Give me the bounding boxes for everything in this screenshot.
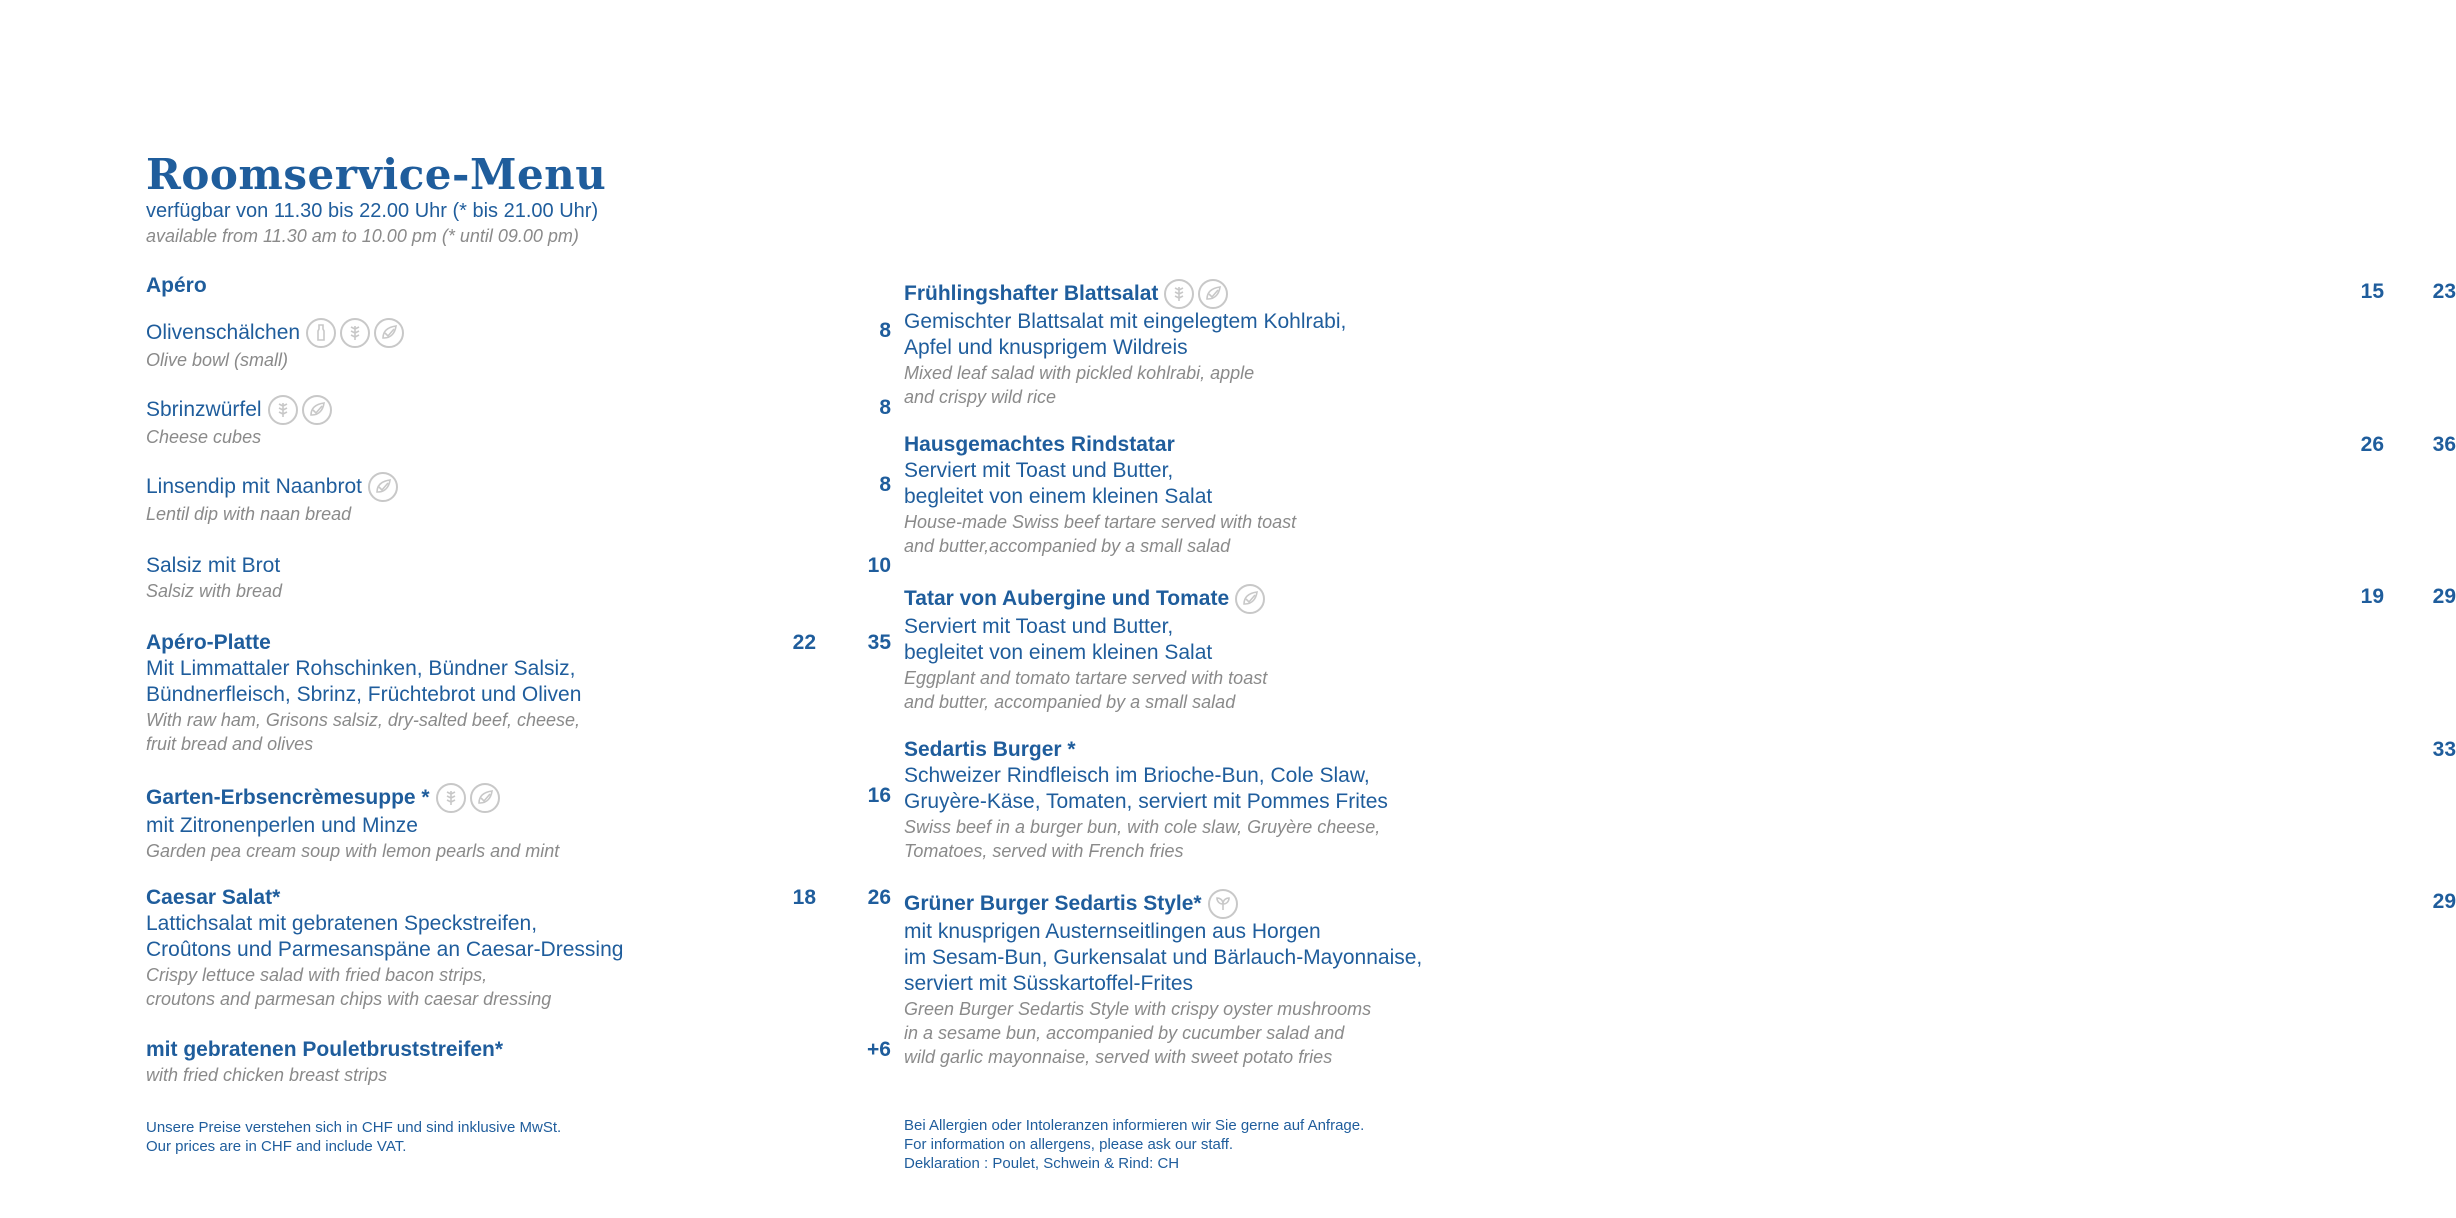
item-price-small: 15 bbox=[2360, 280, 2384, 303]
item-desc-line: mit Zitronenperlen und Minze bbox=[146, 814, 418, 837]
item-desc-line: Lattichsalat mit gebratenen Speckstreifen, bbox=[146, 912, 538, 935]
item-english-line: fruit bread and olives bbox=[146, 734, 314, 754]
item-price-large: 29 bbox=[2432, 585, 2456, 608]
item-price: 10 bbox=[867, 554, 891, 577]
item-desc-line: Croûtons und Parmesanspäne an Caesar-Dressing bbox=[146, 938, 624, 961]
item-desc-line: Serviert mit Toast und Butter, bbox=[904, 459, 1174, 482]
item-name: Salsiz mit Brot bbox=[146, 554, 281, 577]
item-desc-line: Apfel und knusprigem Wildreis bbox=[904, 336, 1188, 359]
menu-item-gruener-burger bbox=[904, 889, 2456, 1069]
item-name: mit gebratenen Pouletbruststreifen* bbox=[146, 1038, 504, 1061]
item-desc-line: serviert mit Süsskartoffel-Frites bbox=[904, 972, 1194, 995]
section-heading-apero: Apéro bbox=[146, 274, 207, 297]
item-english: Olive bowl (small) bbox=[146, 350, 289, 370]
item-name: Grüner Burger Sedartis Style* bbox=[904, 892, 1202, 915]
item-english-line: and butter, accompanied by a small salad bbox=[904, 692, 1236, 712]
menu-item-sbrinzwuerfel bbox=[146, 395, 891, 449]
item-price: 16 bbox=[867, 784, 891, 807]
footer-line: Bei Allergien oder Intoleranzen informieren wir Sie gerne auf Anfrage. bbox=[904, 1117, 1365, 1134]
item-desc-line: mit knusprigen Austernseitlingen aus Horgen bbox=[904, 920, 1321, 943]
item-english-line: croutons and parmesan chips with caesar dressing bbox=[146, 989, 552, 1009]
leaf-check-icon bbox=[1198, 279, 1228, 309]
leaf-check-icon bbox=[470, 783, 500, 813]
menu-item-tatar-aubergine bbox=[904, 584, 2456, 714]
item-english-line: House-made Swiss beef tartare served with toast bbox=[904, 512, 1297, 532]
menu-item-pouletbruststreifen bbox=[146, 1037, 891, 1087]
leaf-check-icon bbox=[368, 472, 398, 502]
menu-item-blattsalat bbox=[904, 279, 2456, 409]
item-price: 8 bbox=[879, 473, 891, 496]
item-english: Salsiz with bread bbox=[146, 581, 283, 601]
menu-item-sedartis-burger bbox=[904, 737, 2456, 863]
menu-item-linsendip bbox=[146, 472, 891, 526]
item-price-small: 22 bbox=[792, 631, 816, 654]
bottle-icon bbox=[306, 318, 336, 348]
item-name: Tatar von Aubergine und Tomate bbox=[904, 587, 1230, 610]
footer-line: Our prices are in CHF and include VAT. bbox=[146, 1138, 407, 1155]
item-desc-line: Schweizer Rindfleisch im Brioche-Bun, Cole Slaw, bbox=[904, 764, 1370, 787]
page-title: Roomservice-Menu bbox=[146, 150, 607, 199]
item-english-line: Green Burger Sedartis Style with crispy oyster mushrooms bbox=[904, 999, 1372, 1019]
availability-de: verfügbar von 11.30 bis 22.00 Uhr (* bis 21.00 Uhr) bbox=[146, 200, 599, 222]
item-price-small: 19 bbox=[2360, 585, 2384, 608]
item-price-large: 26 bbox=[867, 886, 891, 909]
item-english: Cheese cubes bbox=[146, 427, 262, 447]
grain-icon bbox=[268, 395, 298, 425]
grain-icon bbox=[340, 318, 370, 348]
item-desc-line: Serviert mit Toast und Butter, bbox=[904, 615, 1174, 638]
item-price-small: 18 bbox=[792, 886, 816, 909]
item-desc-line: im Sesam-Bun, Gurkensalat und Bärlauch-Mayonnaise, bbox=[904, 946, 1423, 969]
availability-en: available from 11.30 am to 10.00 pm (* until 09.00 pm) bbox=[146, 226, 579, 246]
vegan-leaf-icon bbox=[1208, 889, 1238, 919]
leaf-check-icon bbox=[302, 395, 332, 425]
menu-item-salsiz bbox=[146, 553, 891, 603]
item-english-line: With raw ham, Grisons salsiz, dry-salted beef, cheese, bbox=[146, 710, 581, 730]
item-english-line: Tomatoes, served with French fries bbox=[904, 841, 1184, 861]
item-name: Sbrinzwürfel bbox=[146, 398, 262, 421]
leaf-check-icon bbox=[1235, 584, 1265, 614]
item-price: 29 bbox=[2432, 890, 2456, 913]
leaf-check-icon bbox=[374, 318, 404, 348]
item-name: Garten-Erbsencrèmesuppe * bbox=[146, 786, 430, 809]
item-name: Olivenschälchen bbox=[146, 321, 301, 344]
item-english-line: Eggplant and tomato tartare served with toast bbox=[904, 668, 1268, 688]
item-english-line: wild garlic mayonnaise, served with sweet potato fries bbox=[904, 1047, 1333, 1067]
item-english-line: Swiss beef in a burger bun, with cole slaw, Gruyère cheese, bbox=[904, 817, 1381, 837]
footer-line: For information on allergens, please ask our staff. bbox=[904, 1136, 1234, 1153]
item-price-small: 26 bbox=[2360, 433, 2384, 456]
item-name: Linsendip mit Naanbrot bbox=[146, 475, 362, 498]
item-name: Caesar Salat* bbox=[146, 886, 281, 909]
item-price: 33 bbox=[2432, 738, 2456, 761]
item-price: 8 bbox=[879, 396, 891, 419]
item-english: Lentil dip with naan bread bbox=[146, 504, 352, 524]
item-price-large: 23 bbox=[2432, 280, 2456, 303]
item-desc-line: Mit Limmattaler Rohschinken, Bündner Salsiz, bbox=[146, 657, 576, 680]
item-english-line: in a sesame bun, accompanied by cucumber salad and bbox=[904, 1023, 1345, 1043]
item-price: +6 bbox=[867, 1038, 891, 1061]
menu-item-rindstatar bbox=[904, 432, 2456, 558]
item-desc-line: begleitet von einem kleinen Salat bbox=[904, 641, 1213, 664]
item-english-line: Crispy lettuce salad with fried bacon strips, bbox=[146, 965, 488, 985]
item-english-line: and crispy wild rice bbox=[904, 387, 1057, 407]
menu-item-apero-platte bbox=[146, 630, 891, 756]
item-english-line: with fried chicken breast strips bbox=[146, 1065, 388, 1085]
item-price: 8 bbox=[879, 319, 891, 342]
item-name: Hausgemachtes Rindstatar bbox=[904, 433, 1175, 456]
footer-prices bbox=[146, 1118, 561, 1156]
grain-icon bbox=[436, 783, 466, 813]
menu-item-caesar-salat bbox=[146, 885, 891, 1011]
item-name: Frühlingshafter Blattsalat bbox=[904, 282, 1159, 305]
menu-item-erbsensuppe bbox=[146, 783, 891, 863]
item-name: Apéro-Platte bbox=[146, 631, 271, 654]
item-price-large: 36 bbox=[2432, 433, 2456, 456]
menu-item-olivenschaelchen bbox=[146, 318, 891, 372]
item-name: Sedartis Burger * bbox=[904, 738, 1076, 761]
item-price-large: 35 bbox=[867, 631, 891, 654]
item-english-line: Garden pea cream soup with lemon pearls and mint bbox=[146, 841, 560, 861]
grain-icon bbox=[1164, 279, 1194, 309]
item-desc-line: Bündnerfleisch, Sbrinz, Früchtebrot und Oliven bbox=[146, 683, 582, 706]
item-desc-line: begleitet von einem kleinen Salat bbox=[904, 485, 1213, 508]
item-desc-line: Gemischter Blattsalat mit eingelegtem Kohlrabi, bbox=[904, 310, 1347, 333]
item-english-line: Mixed leaf salad with pickled kohlrabi, apple bbox=[904, 363, 1255, 383]
footer-line: Unsere Preise verstehen sich in CHF und sind inklusive MwSt. bbox=[146, 1119, 562, 1136]
item-english-line: and butter,accompanied by a small salad bbox=[904, 536, 1231, 556]
item-desc-line: Gruyère-Käse, Tomaten, serviert mit Pommes Frites bbox=[904, 790, 1388, 813]
footer-allergens bbox=[904, 1116, 1364, 1173]
footer-line: Deklaration : Poulet, Schwein & Rind: CH bbox=[904, 1155, 1180, 1172]
